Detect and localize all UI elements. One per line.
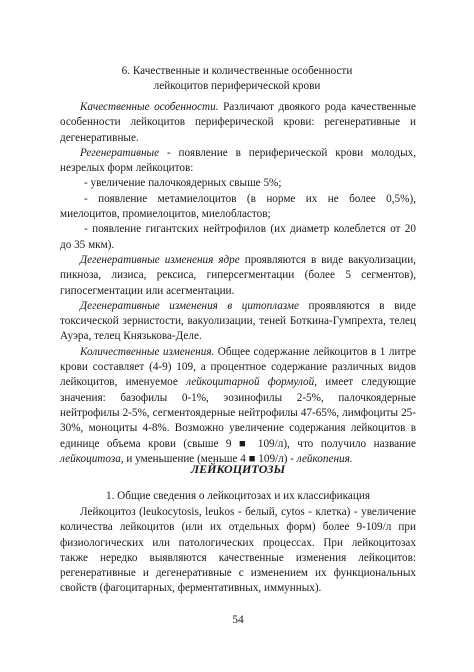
page-number: 54 [232,614,244,626]
term-quantitative: Количественные изменения. [80,345,215,358]
paragraph-regenerative-text: - появление в периферической крови молодых, незрелых форм лейкоцитов: [60,146,416,175]
paragraph-leukocytosis: Лейкоцитоз (leukocytosis, leukos - белый, cytos - клетка) - увеличение количества лейкоцитов (или их отдельных форм) более 9-109/л при физиологических или патологических процессах. При лейкоцитозах также нередко выявляются качественные изменения лейкоцитов: регенеративные и дегенеративные с изменением их функциональных свойств (фагоцитарных, ферментативных, иммунных). [60,506,416,595]
paragraph-cytoplasm-changes-text: проявляются в виде токсической зернистости, вакуолизации, теней Боткина-Гумпрехта, телец Ауэра, телец Князькова-Деле. [60,299,416,343]
term-leukocyte-formula: лейкоцитарной формулой, [186,376,318,389]
term-leukocytosis: лейкоцитоза, [60,452,124,465]
list-item: - увеличение палочкоядерных свыше 5%; [84,177,282,190]
term-nucleus-changes: Дегенеративные изменения ядре [80,253,240,266]
chapter-body [60,505,416,597]
paragraph-quantitative-text-c: и уменьшение (меньше 4 ■ 109/л) - [123,452,297,465]
section-heading-line-1: 6. Качественные и количественные особенности [121,65,353,77]
paragraph-quantitative [60,345,416,467]
paragraph-regenerative [60,146,416,177]
paragraph-nucleus-changes [60,253,416,299]
paragraph-quantitative-text-b: имеет следующие значения: базофилы 0-1%, эозинофилы 2-5%, палочкоядерные нейтрофилы 2-5%, сегментоядерные нейтрофилы 47-65%, лимфоциты 25-30%, моноциты 4-8%. Возможно увеличение содержания лейкоцитов в единице объема крови (свыше 9 ■ 109/л), что получило название [60,376,416,450]
list-item: - появление метамиелоцитов (в норме их не более 0,5%), миелоцитов, промиелоцитов, миелобластов; [60,192,416,221]
chapter-title: ЛЕЙКОЦИТОЗЫ [190,462,286,476]
section-heading [60,64,414,94]
section-heading-line-2: лейкоцитов периферической крови [153,80,321,92]
term-qualitative: Качественные особенности. [80,101,219,113]
paragraph-quantitative-text-a: Общее содержание лейкоцитов в 1 литре крови составляет (4-9) 109, а процентное содержание различных видов лейкоцитов, именуемое [60,345,416,389]
term-leukopenia: лейкопения. [296,452,353,465]
paragraph-qualitative-text: Различают двоякого рода качественные особенности лейкоцитов периферической крови: регенеративные и дегенеративные. [60,101,416,144]
paragraph-qualitative [60,100,416,146]
list-item: - появление гигантских нейтрофилов (их диаметр колеблется от 20 до 35 мкм). [60,223,416,251]
paragraph-nucleus-changes-text: проявляются в виде вакуолизации, пикноза, лизиса, рексиса, гиперсегментации (более 5 сегментов), гипосегментации или асегментации. [60,253,416,297]
term-regenerative: Регенеративные [80,146,160,159]
term-cytoplasm-changes: Дегенеративные изменения в цитоплазме [80,299,299,312]
chapter-subheading: 1. Общие сведения о лейкоцитозах и их классификация [105,490,371,502]
paragraph-cytoplasm-changes [60,299,416,345]
section-body [60,100,416,467]
